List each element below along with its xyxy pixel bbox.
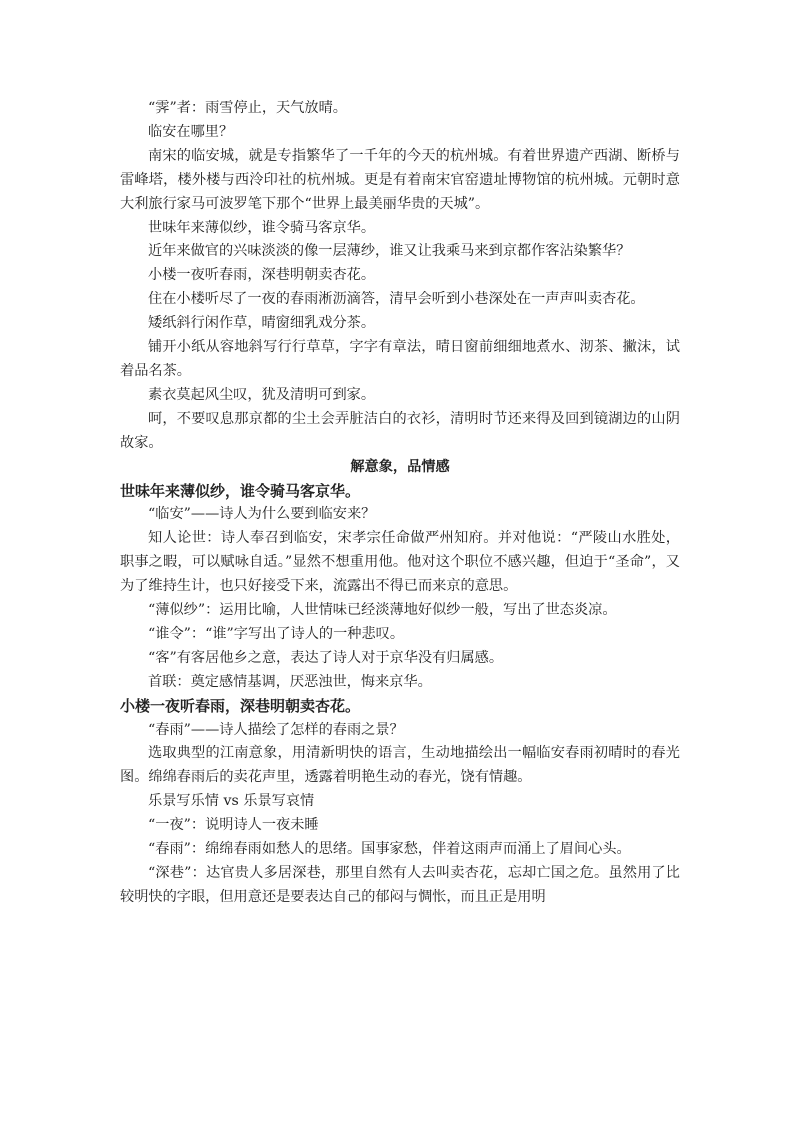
poem-line: 小楼一夜听春雨，深巷明朝卖杏花。 — [148, 267, 376, 284]
paragraph: “霁”者：雨雪停止，天气放晴。 — [148, 100, 347, 116]
section-heading: 世味年来薄似纱，谁令骑马客京华。 — [120, 481, 361, 500]
paragraph: 铺开小纸从容地斜写行行草草，字字有章法，晴日窗前细细地煮水、沏茶、撇沫，试着品名茶。 — [120, 339, 680, 379]
section-title: 解意象，品情感 — [350, 458, 450, 475]
paragraph: “临安”——诗人为什么要到临安来？ — [148, 506, 376, 523]
paragraph: “薄似纱”：运用比喻，人世情味已经淡薄地好似纱一般，写出了世态炎凉。 — [148, 602, 617, 619]
section-heading: 小楼一夜听春雨，深巷明朝卖杏花。 — [120, 696, 361, 715]
document-page — [120, 97, 680, 910]
paragraph: 首联：奠定感情基调，厌恶浊世，悔来京华。 — [148, 673, 432, 690]
paragraph: 选取典型的江南意象，用清新明快的语言，生动地描绘出一幅临安春雨初晴时的春光图。绵绵春雨后的卖花声里，透露着明艳生动的春光，饶有情趣。 — [120, 745, 680, 786]
paragraph: 住在小楼听尽了一夜的春雨淅沥滴答，清早会听到小巷深处在一声声叫卖杏花。 — [148, 291, 645, 308]
paragraph: “春雨”——诗人描绘了怎样的春雨之景？ — [148, 721, 404, 738]
paragraph: 呵，不要叹息那京都的尘土会弄脏洁白的衣衫，清明时节还来得及回到镜湖边的山阴故家。 — [120, 410, 680, 451]
paragraph: “谁令”：“谁”字写出了诗人的一种悲叹。 — [148, 625, 405, 642]
poem-line: 世味年来薄似纱，谁令骑马客京华。 — [148, 219, 376, 236]
poem-line: 素衣莫起风尘叹，犹及清明可到家。 — [148, 386, 376, 403]
paragraph: “春雨”：绵绵春雨如愁人的思绪。国事家愁，伴着这雨声而涌上了眉间心头。 — [148, 841, 631, 858]
poem-line: 矮纸斜行闲作草，晴窗细乳戏分茶。 — [148, 315, 376, 332]
paragraph: 近年来做官的兴味淡淡的像一层薄纱，谁又让我乘马来到京都作客沾染繁华？ — [148, 243, 631, 260]
paragraph: “深巷”：达官贵人多居深巷，那里自然有人去叫卖杏花，忘却亡国之危。虽然用了比较明快的字眼，但用意还是要表达自己的郁闷与惆怅，而且正是用明 — [120, 865, 680, 905]
paragraph: 南宋的临安城，就是专指繁华了一千年的今天的杭州城。有着世界遗产西湖、断桥与雷峰塔，楼外楼与西泠印社的杭州城。更是有着南宋官窑遗址博物馆的杭州城。元朝时意大利旅行家马可波罗笔下那个“世界上最美丽华贵的天城”。 — [120, 147, 680, 212]
paragraph: 知人论世：诗人奉召到临安，宋孝宗任命做严州知府。并对他说：“严陵山水胜处，职事之暇，可以赋咏自适。”显然不想重用他。他对这个职位不感兴趣，但迫于“圣命”，又为了维持生计，也只好接受下来，流露出不得已而来京的意思。 — [120, 530, 680, 595]
paragraph: 临安在哪里？ — [148, 123, 234, 140]
paragraph: “客”有客居他乡之意，表达了诗人对于京华没有归属感。 — [148, 649, 504, 666]
paragraph: “一夜”：说明诗人一夜未睡 — [148, 817, 319, 834]
paragraph: 乐景写乐情 vs 乐景写哀情 — [148, 793, 315, 810]
